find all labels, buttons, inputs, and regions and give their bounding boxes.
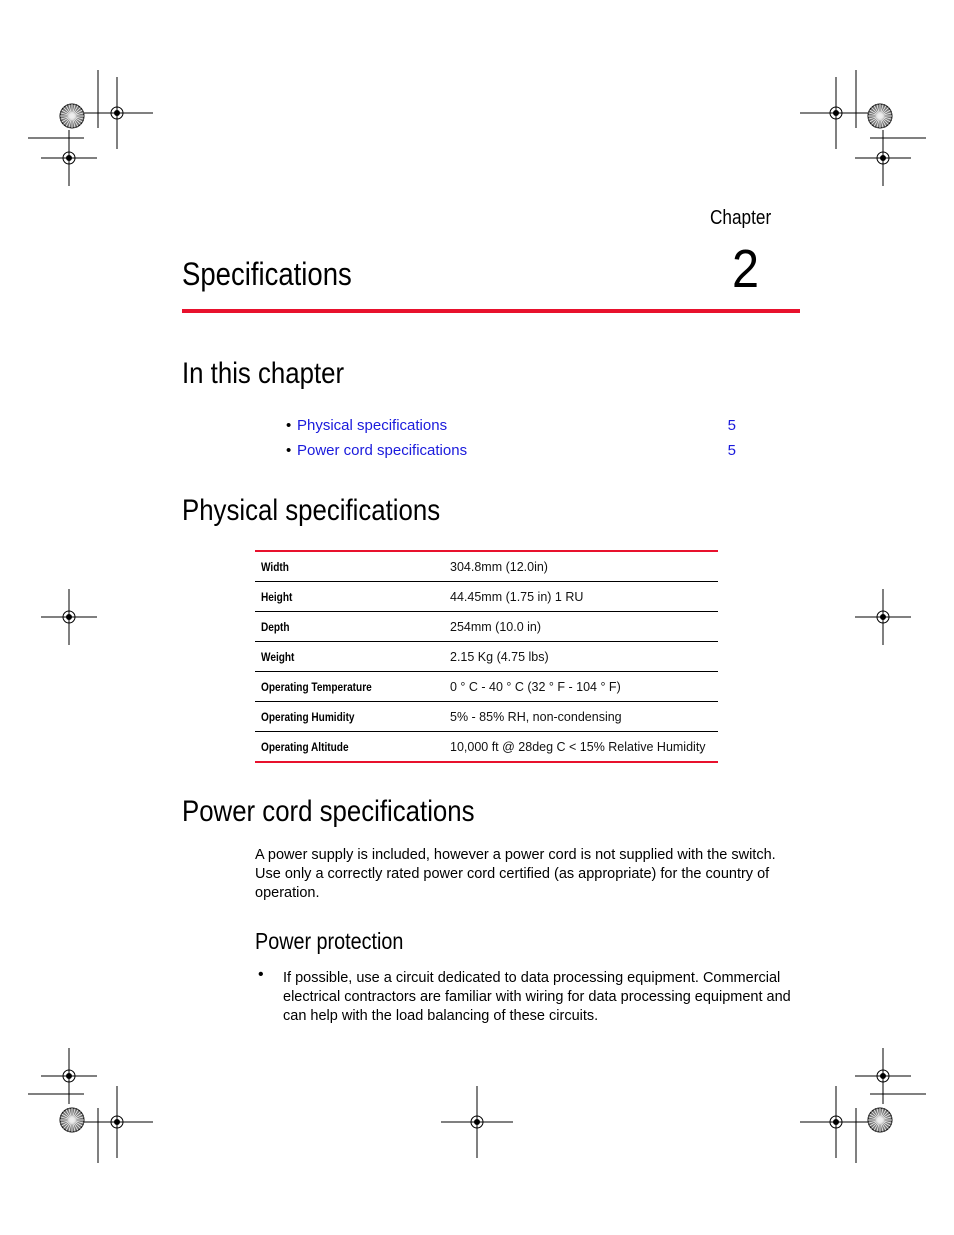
color-wheel-icon (868, 1108, 892, 1132)
spec-key: Weight (261, 649, 295, 664)
registration-target-icon (441, 1086, 513, 1158)
table-row (255, 551, 718, 582)
registration-target-icon (81, 1086, 153, 1158)
toc-item[interactable] (286, 417, 736, 434)
spec-key: Operating Altitude (261, 739, 349, 754)
toc-item[interactable] (286, 442, 736, 459)
color-wheel-icon (868, 104, 892, 128)
table-row (255, 642, 718, 672)
registration-target-icon (855, 1048, 911, 1104)
power-protection-heading: Power protection (255, 928, 404, 954)
table-row (255, 582, 718, 612)
spec-key: Depth (261, 619, 290, 634)
physical-specifications-table (255, 550, 718, 763)
table-row (255, 612, 718, 642)
physical-specifications-heading: Physical specifications (182, 494, 441, 527)
spec-value: 2.15 Kg (4.75 lbs) (450, 642, 718, 672)
color-wheel-icon (60, 104, 84, 128)
toc-page-number[interactable]: 5 (727, 417, 736, 434)
registration-target-icon (800, 77, 872, 149)
power-cord-paragraph: A power supply is included, however a power cord is not supplied with the switch. Use only a correctly rated power cord certified (as appropriate) for the country of operation. (255, 847, 776, 901)
table-row (255, 732, 718, 763)
table-row (255, 702, 718, 732)
registration-target-icon (41, 1048, 97, 1104)
table-row (255, 672, 718, 702)
spec-key: Operating Temperature (261, 679, 372, 694)
spec-key: Width (261, 559, 289, 574)
page-title: Specifications (182, 256, 352, 292)
chapter-label: Chapter (710, 207, 772, 229)
bullet-icon: • (286, 417, 292, 434)
bullet-icon: • (286, 442, 292, 459)
spec-value: 254mm (10.0 in) (450, 612, 718, 642)
spec-value: 5% - 85% RH, non-condensing (450, 702, 718, 732)
spec-value: 304.8mm (12.0in) (450, 551, 718, 582)
spec-key: Height (261, 589, 293, 604)
registration-target-icon (81, 77, 153, 149)
toc-link-power-cord[interactable]: Power cord specifications (297, 442, 468, 459)
toc-link-physical[interactable]: Physical specifications (297, 417, 448, 434)
chapter-number: 2 (732, 239, 760, 299)
power-cord-specifications-heading: Power cord specifications (182, 795, 475, 828)
spec-value: 10,000 ft @ 28deg C < 15% Relative Humidity (450, 739, 706, 754)
spec-value: 44.45mm (1.75 in) 1 RU (450, 582, 718, 612)
in-this-chapter-heading: In this chapter (182, 357, 345, 390)
registration-target-icon (800, 1086, 872, 1158)
spec-value: 0 ° C - 40 ° C (32 ° F - 104 ° F) (450, 672, 718, 702)
registration-target-icon (855, 589, 911, 645)
bullet-icon: • (258, 966, 264, 983)
power-protection-bullet: If possible, use a circuit dedicated to data processing equipment. Commercial electrical contractors are familiar with wiring for data processing equipment and can help with the load balancing of these circuits. (283, 970, 791, 1024)
toc-page-number[interactable]: 5 (727, 442, 736, 459)
spec-key: Operating Humidity (261, 709, 355, 724)
color-wheel-icon (60, 1108, 84, 1132)
registration-target-icon (41, 589, 97, 645)
chapter-divider (182, 309, 800, 313)
